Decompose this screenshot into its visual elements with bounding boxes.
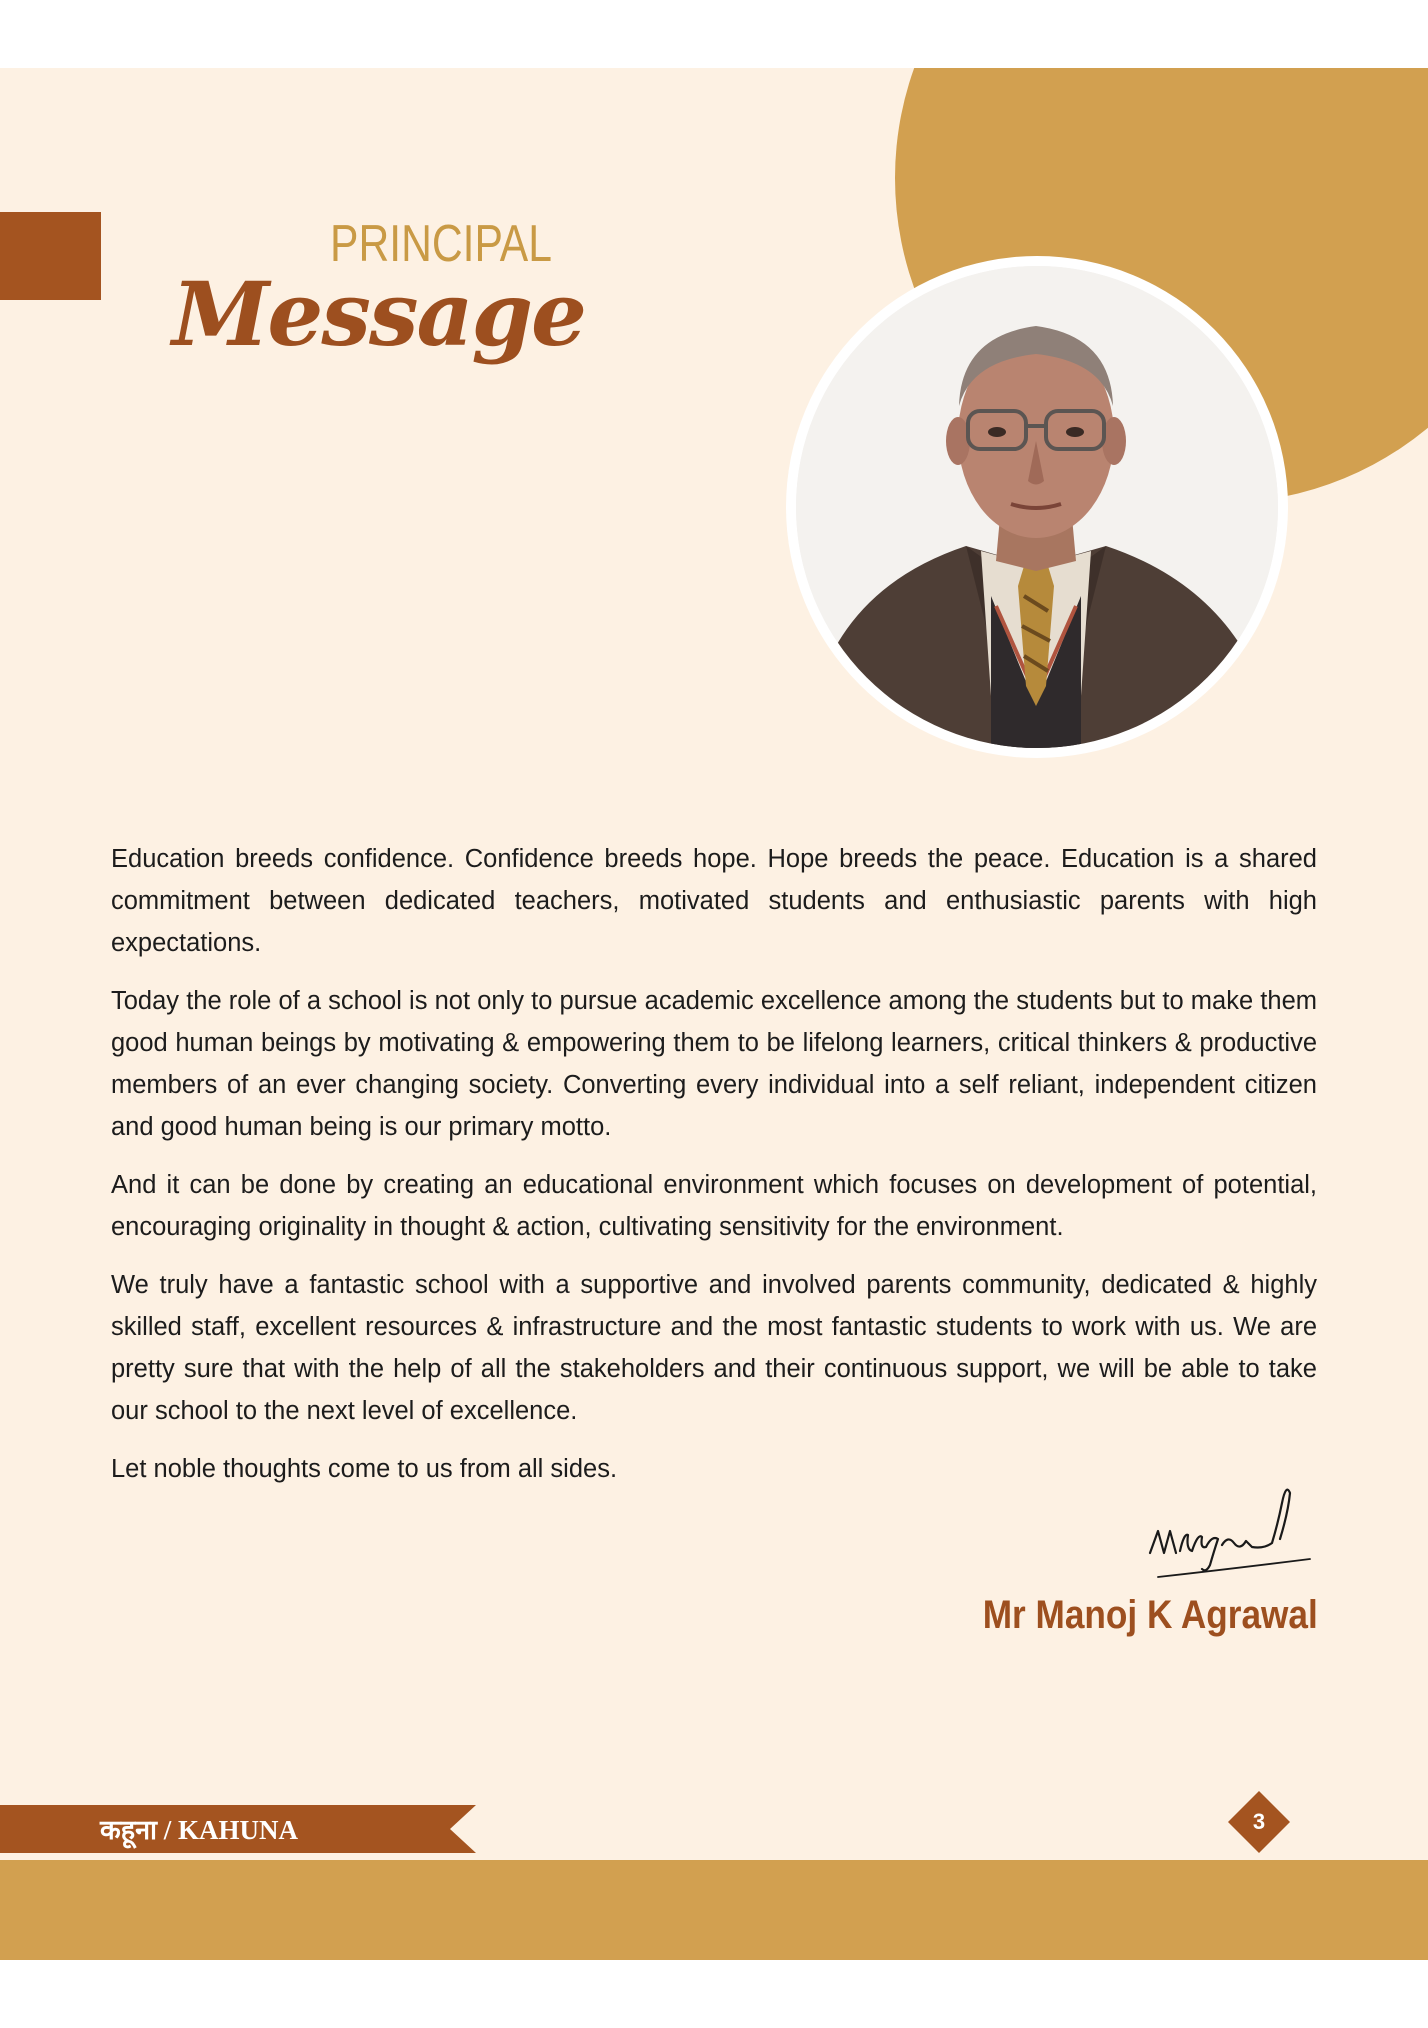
footer-publication-label: कहूना / KAHUNA <box>100 1815 299 1845</box>
principal-photo <box>796 266 1278 748</box>
heading-message: Message <box>172 262 586 366</box>
heading-principal: PRINCIPAL <box>330 215 552 273</box>
paragraph: And it can be done by creating an educational environment which focuses on development of potential, encouraging originality in thought & action, cultivating sensitivity for the environment. <box>111 1171 1317 1241</box>
signature <box>1140 1473 1320 1583</box>
paragraph: Let noble thoughts come to us from all sides. <box>111 1455 618 1483</box>
page-number-badge <box>1228 1791 1290 1853</box>
message-body <box>111 838 1317 1506</box>
footer-band <box>0 1860 1428 1960</box>
paragraph: We truly have a fantastic school with a supportive and involved parents community, dedicated & highly skilled staff, excellent resources & infrastructure and the most fantastic students to work with us. We are pretty sure that with the help of all the stakeholders and their continuous support, we will be able to take our school to the next level of excellence. <box>111 1271 1317 1425</box>
decorative-brown-block <box>0 212 101 300</box>
page-number: 3 <box>1252 1809 1266 1834</box>
paragraph: Education breeds confidence. Confidence breeds hope. Hope breeds the peace. Education is a shared commitment between dedicated teachers, motivated students and enthusiastic parents with high expectations. <box>111 845 1317 957</box>
page <box>0 68 1428 1960</box>
signer-name: Mr Manoj K Agrawal <box>982 1593 1318 1637</box>
paragraph: Today the role of a school is not only to pursue academic excellence among the students but to make them good human beings by motivating & empowering them to be lifelong learners, critical thinkers & productive members of an ever changing society. Converting every individual into a self reliant, independent citizen and good human being is our primary motto. <box>111 987 1317 1141</box>
